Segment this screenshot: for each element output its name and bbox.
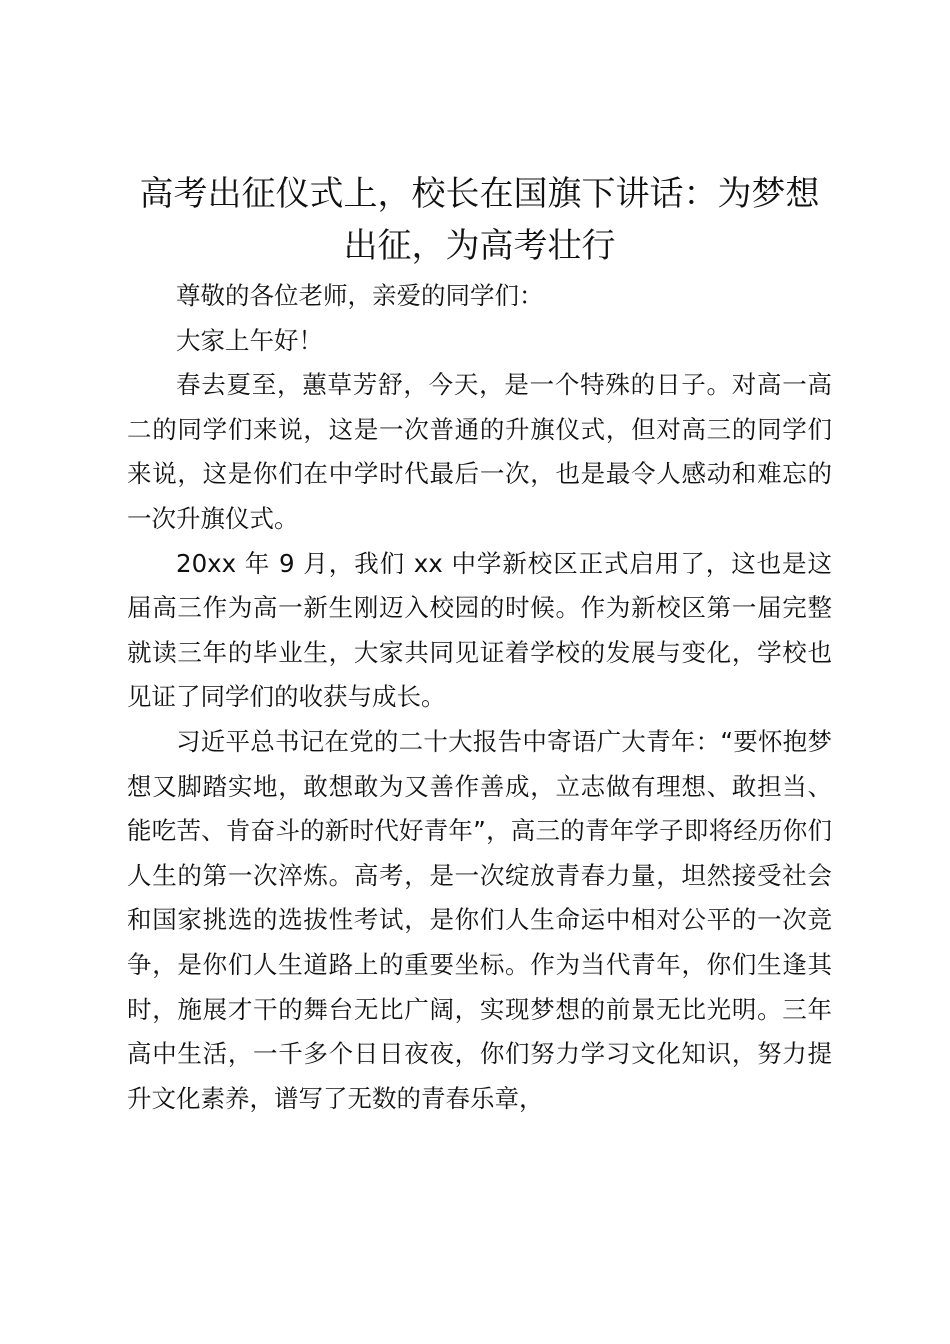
body-paragraph: 20xx 年 9 月，我们 xx 中学新校区正式启用了，这也是这届高三作为高一新生刚迈入校园的时候。作为新校区第一届完整就读三年的毕业生，大家共同见证着学校的发展与变化，学校也见证了同学们的收获与成长。 <box>127 548 832 712</box>
body-paragraph: 春去夏至，蕙草芳舒，今天，是一个特殊的日子。对高一高二的同学们来说，这是一次普通的升旗仪式，但对高三的同学们来说，这是你们在中学时代最后一次，也是最令人感动和难忘的一次升旗仪式。 <box>127 370 832 533</box>
body-paragraph: 习近平总书记在党的二十大报告中寄语广大青年：“要怀抱梦想又脚踏实地，敢想敢为又善作善成，立志做有理想、敢担当、能吃苦、肯奋斗的新时代好青年”，高三的青年学子即将经历你们人生的第一次淬炼。高考，是一次绽放青春力量，坦然接受社会和国家挑选的选拔性考试，是你们人生命运中相对公平的一次竞争，是你们人生道路上的重要坐标。作为当代青年，你们生逢其时，施展才干的舞台无比广阔，实现梦想的前景无比光明。三年高中生活，一千多个日日夜夜，你们努力学习文化知识，努力提升文化素养，谱写了无数的青春乐章， <box>127 726 832 1113</box>
document-title: 高考出征仪式上，校长在国旗下讲话：为梦想出征，为高考壮行 <box>139 174 820 266</box>
greeting-paragraph: 大家上午好！ <box>176 325 323 355</box>
document-body <box>127 168 832 1121</box>
salutation-paragraph: 尊敬的各位老师，亲爱的同学们： <box>176 281 544 310</box>
